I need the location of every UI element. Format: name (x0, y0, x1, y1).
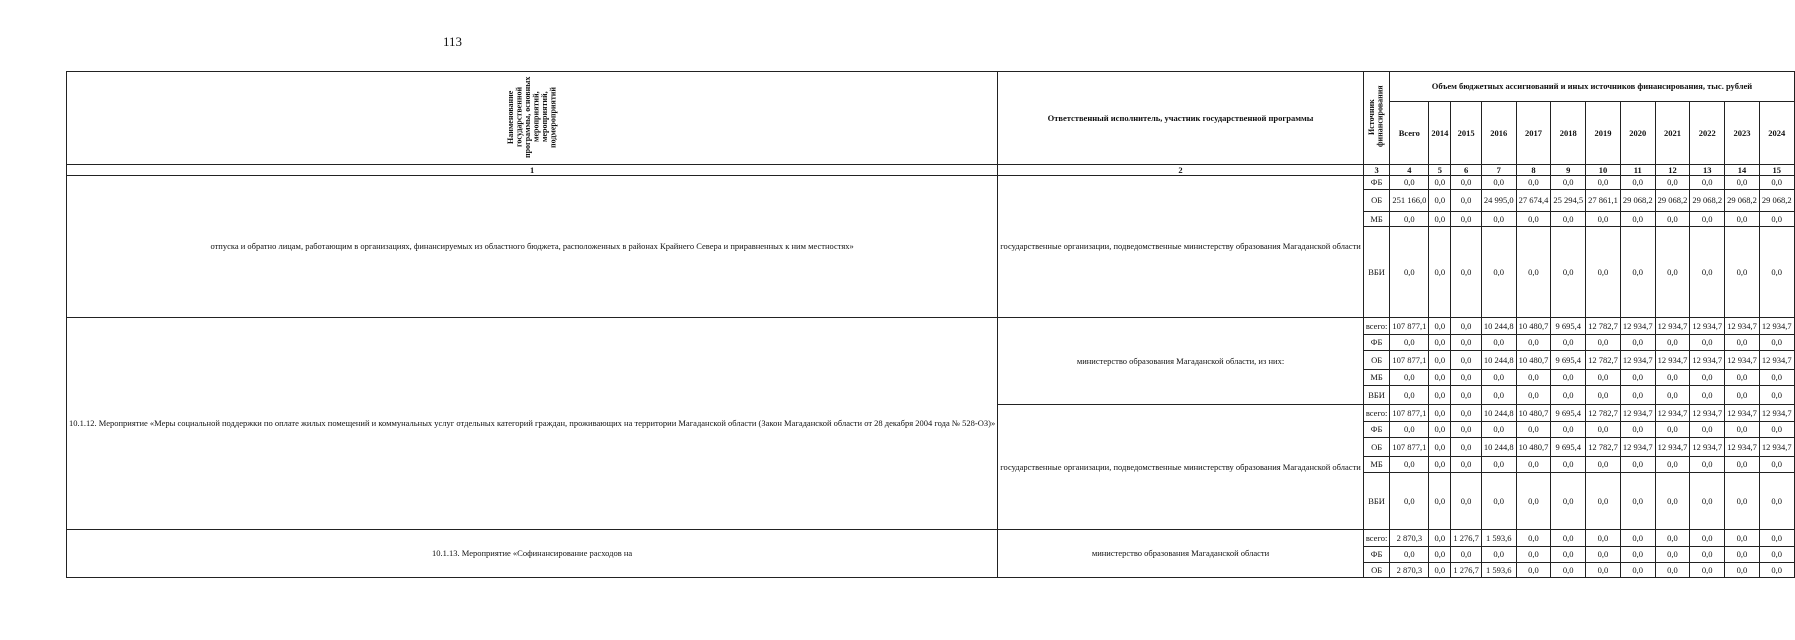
value-cell-Всего: 2 870,3 (1390, 530, 1429, 547)
value-cell-2023: 12 934,7 (1725, 405, 1760, 422)
value-cell-Всего: 0,0 (1390, 422, 1429, 438)
value-cell-2017: 0,0 (1516, 422, 1551, 438)
value-cell-2015: 0,0 (1451, 386, 1482, 405)
value-cell-2024: 29 068,2 (1759, 190, 1794, 212)
value-cell-2023: 0,0 (1725, 386, 1760, 405)
value-cell-2018: 0,0 (1551, 422, 1586, 438)
header-year-0: Всего (1390, 102, 1429, 165)
responsible-executor: министерство образования Магаданской области (998, 530, 1364, 578)
funding-source: всего: (1363, 530, 1390, 547)
funding-source: ВБИ (1363, 227, 1390, 318)
responsible-executor: государственные организации, подведомственные министерству образования Магаданской области (998, 405, 1364, 530)
value-cell-2020: 12 934,7 (1620, 318, 1655, 335)
value-cell-2020: 0,0 (1620, 547, 1655, 563)
value-cell-2018: 25 294,5 (1551, 190, 1586, 212)
value-cell-2014: 0,0 (1429, 386, 1451, 405)
value-cell-2021: 12 934,7 (1655, 351, 1690, 370)
header-year-8: 2021 (1655, 102, 1690, 165)
value-cell-2019: 0,0 (1586, 176, 1621, 190)
value-cell-2016: 0,0 (1481, 457, 1516, 473)
value-cell-Всего: 0,0 (1390, 370, 1429, 386)
value-cell-2023: 0,0 (1725, 422, 1760, 438)
header-program-name: Наименование государственной программы, основных мероприятий, мероприятий, подмероприятий (67, 72, 998, 165)
value-cell-2022: 0,0 (1690, 176, 1725, 190)
value-cell-2023: 0,0 (1725, 547, 1760, 563)
value-cell-2018: 0,0 (1551, 370, 1586, 386)
value-cell-2016: 0,0 (1481, 547, 1516, 563)
header-col-number-3: 3 (1363, 165, 1390, 176)
value-cell-2021: 0,0 (1655, 457, 1690, 473)
value-cell-2020: 0,0 (1620, 227, 1655, 318)
value-cell-2018: 9 695,4 (1551, 405, 1586, 422)
value-cell-2020: 12 934,7 (1620, 405, 1655, 422)
value-cell-2022: 12 934,7 (1690, 438, 1725, 457)
value-cell-2020: 0,0 (1620, 530, 1655, 547)
value-cell-2015: 0,0 (1451, 318, 1482, 335)
value-cell-2018: 0,0 (1551, 547, 1586, 563)
header-col-number-8: 8 (1516, 165, 1551, 176)
value-cell-2016: 10 244,8 (1481, 351, 1516, 370)
value-cell-2015: 1 276,7 (1451, 563, 1482, 578)
value-cell-2018: 0,0 (1551, 457, 1586, 473)
value-cell-2017: 0,0 (1516, 547, 1551, 563)
value-cell-2019: 0,0 (1586, 227, 1621, 318)
value-cell-2023: 0,0 (1725, 212, 1760, 227)
funding-source: всего: (1363, 405, 1390, 422)
value-cell-2021: 0,0 (1655, 563, 1690, 578)
value-cell-2014: 0,0 (1429, 318, 1451, 335)
value-cell-2022: 12 934,7 (1690, 351, 1725, 370)
value-cell-2015: 0,0 (1451, 212, 1482, 227)
value-cell-2022: 12 934,7 (1690, 318, 1725, 335)
value-cell-2016: 0,0 (1481, 176, 1516, 190)
value-cell-2014: 0,0 (1429, 190, 1451, 212)
value-cell-Всего: 0,0 (1390, 335, 1429, 351)
value-cell-2022: 0,0 (1690, 563, 1725, 578)
value-cell-2016: 0,0 (1481, 370, 1516, 386)
header-year-4: 2017 (1516, 102, 1551, 165)
value-cell-2022: 0,0 (1690, 422, 1725, 438)
funding-source: ВБИ (1363, 386, 1390, 405)
value-cell-2015: 0,0 (1451, 227, 1482, 318)
table-body (67, 72, 1795, 578)
value-cell-2016: 0,0 (1481, 335, 1516, 351)
value-cell-2019: 0,0 (1586, 212, 1621, 227)
value-cell-2024: 12 934,7 (1759, 405, 1794, 422)
value-cell-2020: 0,0 (1620, 473, 1655, 530)
value-cell-2024: 0,0 (1759, 457, 1794, 473)
value-cell-2017: 27 674,4 (1516, 190, 1551, 212)
page-number: 113 (442, 34, 463, 49)
value-cell-2020: 12 934,7 (1620, 438, 1655, 457)
value-cell-2024: 0,0 (1759, 530, 1794, 547)
header-col-number-11: 11 (1620, 165, 1655, 176)
value-cell-2021: 0,0 (1655, 212, 1690, 227)
value-cell-2014: 0,0 (1429, 530, 1451, 547)
responsible-executor: министерство образования Магаданской области, из них: (998, 318, 1364, 405)
value-cell-2019: 12 782,7 (1586, 318, 1621, 335)
header-year-10: 2023 (1725, 102, 1760, 165)
value-cell-Всего: 0,0 (1390, 386, 1429, 405)
header-col-number-2: 2 (998, 165, 1364, 176)
value-cell-2015: 0,0 (1451, 370, 1482, 386)
value-cell-2023: 0,0 (1725, 457, 1760, 473)
value-cell-2020: 0,0 (1620, 212, 1655, 227)
value-cell-2015: 0,0 (1451, 190, 1482, 212)
value-cell-2014: 0,0 (1429, 176, 1451, 190)
value-cell-2020: 0,0 (1620, 386, 1655, 405)
funding-source: ОБ (1363, 563, 1390, 578)
value-cell-2024: 0,0 (1759, 473, 1794, 530)
value-cell-2017: 10 480,7 (1516, 438, 1551, 457)
funding-source: ФБ (1363, 335, 1390, 351)
value-cell-2016: 0,0 (1481, 473, 1516, 530)
value-cell-2017: 0,0 (1516, 530, 1551, 547)
value-cell-2020: 0,0 (1620, 370, 1655, 386)
value-cell-2023: 0,0 (1725, 335, 1760, 351)
header-year-11: 2024 (1759, 102, 1794, 165)
value-cell-2021: 0,0 (1655, 386, 1690, 405)
header-responsible: Ответственный исполнитель, участник государственной программы (998, 72, 1364, 165)
funding-source: МБ (1363, 212, 1390, 227)
value-cell-2021: 12 934,7 (1655, 405, 1690, 422)
value-cell-2019: 0,0 (1586, 370, 1621, 386)
header-col-number-15: 15 (1759, 165, 1794, 176)
value-cell-2017: 0,0 (1516, 227, 1551, 318)
header-year-3: 2016 (1481, 102, 1516, 165)
value-cell-2021: 0,0 (1655, 547, 1690, 563)
value-cell-2019: 0,0 (1586, 530, 1621, 547)
header-year-5: 2018 (1551, 102, 1586, 165)
value-cell-2022: 0,0 (1690, 547, 1725, 563)
header-col-number-5: 5 (1429, 165, 1451, 176)
value-cell-2018: 0,0 (1551, 386, 1586, 405)
value-cell-2024: 12 934,7 (1759, 318, 1794, 335)
value-cell-2024: 0,0 (1759, 422, 1794, 438)
value-cell-2016: 1 593,6 (1481, 563, 1516, 578)
value-cell-2014: 0,0 (1429, 457, 1451, 473)
value-cell-2022: 0,0 (1690, 386, 1725, 405)
value-cell-2024: 12 934,7 (1759, 351, 1794, 370)
value-cell-Всего: 0,0 (1390, 547, 1429, 563)
value-cell-2021: 0,0 (1655, 370, 1690, 386)
header-col-number-14: 14 (1725, 165, 1760, 176)
value-cell-2023: 0,0 (1725, 370, 1760, 386)
header-year-1: 2014 (1429, 102, 1451, 165)
value-cell-2018: 0,0 (1551, 335, 1586, 351)
funding-source: ФБ (1363, 422, 1390, 438)
header-year-2: 2015 (1451, 102, 1482, 165)
budget-table (66, 71, 1795, 578)
header-col-number-10: 10 (1586, 165, 1621, 176)
value-cell-2022: 0,0 (1690, 457, 1725, 473)
value-cell-2015: 0,0 (1451, 351, 1482, 370)
value-cell-2015: 0,0 (1451, 457, 1482, 473)
value-cell-2015: 0,0 (1451, 422, 1482, 438)
value-cell-2017: 0,0 (1516, 212, 1551, 227)
value-cell-2023: 0,0 (1725, 473, 1760, 530)
value-cell-2014: 0,0 (1429, 227, 1451, 318)
value-cell-2017: 0,0 (1516, 563, 1551, 578)
value-cell-2022: 0,0 (1690, 473, 1725, 530)
value-cell-2016: 10 244,8 (1481, 318, 1516, 335)
value-cell-2014: 0,0 (1429, 351, 1451, 370)
value-cell-2017: 10 480,7 (1516, 351, 1551, 370)
value-cell-2020: 0,0 (1620, 422, 1655, 438)
header-col-number-6: 6 (1451, 165, 1482, 176)
value-cell-Всего: 0,0 (1390, 457, 1429, 473)
header-col-number-13: 13 (1690, 165, 1725, 176)
value-cell-2017: 0,0 (1516, 457, 1551, 473)
funding-source: ОБ (1363, 351, 1390, 370)
value-cell-2016: 24 995,0 (1481, 190, 1516, 212)
value-cell-2021: 12 934,7 (1655, 438, 1690, 457)
funding-source: МБ (1363, 370, 1390, 386)
value-cell-2018: 0,0 (1551, 212, 1586, 227)
value-cell-2019: 0,0 (1586, 473, 1621, 530)
value-cell-2022: 0,0 (1690, 212, 1725, 227)
value-cell-Всего: 107 877,1 (1390, 351, 1429, 370)
value-cell-2019: 0,0 (1586, 386, 1621, 405)
value-cell-2022: 0,0 (1690, 227, 1725, 318)
funding-source: ВБИ (1363, 473, 1390, 530)
value-cell-2022: 0,0 (1690, 335, 1725, 351)
value-cell-2021: 0,0 (1655, 227, 1690, 318)
value-cell-Всего: 107 877,1 (1390, 318, 1429, 335)
value-cell-2019: 12 782,7 (1586, 405, 1621, 422)
value-cell-2017: 0,0 (1516, 335, 1551, 351)
header-col-number-4: 4 (1390, 165, 1429, 176)
value-cell-2014: 0,0 (1429, 438, 1451, 457)
value-cell-Всего: 2 870,3 (1390, 563, 1429, 578)
value-cell-Всего: 107 877,1 (1390, 405, 1429, 422)
value-cell-2015: 0,0 (1451, 176, 1482, 190)
header-group: Объем бюджетных ассигнований и иных источников финансирования, тыс. рублей (1390, 72, 1794, 102)
value-cell-2014: 0,0 (1429, 405, 1451, 422)
value-cell-2021: 0,0 (1655, 473, 1690, 530)
value-cell-2014: 0,0 (1429, 422, 1451, 438)
value-cell-2022: 0,0 (1690, 370, 1725, 386)
value-cell-2014: 0,0 (1429, 335, 1451, 351)
value-cell-2021: 0,0 (1655, 530, 1690, 547)
value-cell-2019: 12 782,7 (1586, 438, 1621, 457)
value-cell-Всего: 0,0 (1390, 227, 1429, 318)
value-cell-2024: 0,0 (1759, 370, 1794, 386)
value-cell-2020: 29 068,2 (1620, 190, 1655, 212)
value-cell-2014: 0,0 (1429, 547, 1451, 563)
value-cell-2014: 0,0 (1429, 212, 1451, 227)
value-cell-2024: 0,0 (1759, 386, 1794, 405)
value-cell-2024: 0,0 (1759, 335, 1794, 351)
funding-source: МБ (1363, 457, 1390, 473)
value-cell-2015: 0,0 (1451, 438, 1482, 457)
value-cell-2016: 0,0 (1481, 212, 1516, 227)
value-cell-2016: 10 244,8 (1481, 405, 1516, 422)
value-cell-2024: 0,0 (1759, 176, 1794, 190)
value-cell-2019: 0,0 (1586, 457, 1621, 473)
header-col-number-7: 7 (1481, 165, 1516, 176)
value-cell-2015: 1 276,7 (1451, 530, 1482, 547)
value-cell-2022: 29 068,2 (1690, 190, 1725, 212)
value-cell-2023: 29 068,2 (1725, 190, 1760, 212)
funding-source: ОБ (1363, 190, 1390, 212)
header-year-7: 2020 (1620, 102, 1655, 165)
value-cell-2017: 10 480,7 (1516, 405, 1551, 422)
value-cell-2015: 0,0 (1451, 405, 1482, 422)
value-cell-2019: 12 782,7 (1586, 351, 1621, 370)
value-cell-2021: 0,0 (1655, 176, 1690, 190)
value-cell-2018: 0,0 (1551, 563, 1586, 578)
measure-name: 10.1.12. Мероприятие «Меры социальной поддержки по оплате жилых помещений и коммунальных услуг отдельных категорий граждан, проживающих на территории Магаданской области (Закон Магаданской области от 28 декабря 2004 года № 528-ОЗ)» (67, 318, 998, 530)
measure-name: 10.1.13. Мероприятие «Софинансирование расходов на (67, 530, 998, 578)
value-cell-2018: 9 695,4 (1551, 351, 1586, 370)
value-cell-2023: 0,0 (1725, 176, 1760, 190)
value-cell-2020: 0,0 (1620, 563, 1655, 578)
measure-name: отпуска и обратно лицам, работающим в организациях, финансируемых из областного бюджета, расположенных в районах Крайнего Севера и приравненных к ним местностях» (67, 176, 998, 318)
value-cell-2014: 0,0 (1429, 473, 1451, 530)
table-row (67, 318, 1795, 335)
header-source: Источник финансирования (1363, 72, 1390, 165)
value-cell-2024: 0,0 (1759, 227, 1794, 318)
value-cell-Всего: 0,0 (1390, 176, 1429, 190)
header-year-9: 2022 (1690, 102, 1725, 165)
value-cell-2016: 0,0 (1481, 227, 1516, 318)
value-cell-2016: 10 244,8 (1481, 438, 1516, 457)
value-cell-2023: 12 934,7 (1725, 438, 1760, 457)
header-col-number-12: 12 (1655, 165, 1690, 176)
value-cell-2019: 0,0 (1586, 422, 1621, 438)
funding-source: ФБ (1363, 547, 1390, 563)
value-cell-2018: 9 695,4 (1551, 438, 1586, 457)
value-cell-2022: 0,0 (1690, 530, 1725, 547)
value-cell-Всего: 251 166,0 (1390, 190, 1429, 212)
value-cell-2018: 9 695,4 (1551, 318, 1586, 335)
header-row-1 (67, 72, 1795, 102)
value-cell-2024: 0,0 (1759, 212, 1794, 227)
value-cell-2023: 0,0 (1725, 227, 1760, 318)
value-cell-2019: 0,0 (1586, 335, 1621, 351)
value-cell-2022: 12 934,7 (1690, 405, 1725, 422)
value-cell-2024: 0,0 (1759, 563, 1794, 578)
value-cell-2021: 0,0 (1655, 335, 1690, 351)
value-cell-Всего: 0,0 (1390, 473, 1429, 530)
value-cell-Всего: 107 877,1 (1390, 438, 1429, 457)
value-cell-2016: 0,0 (1481, 422, 1516, 438)
value-cell-Всего: 0,0 (1390, 212, 1429, 227)
value-cell-2023: 12 934,7 (1725, 318, 1760, 335)
value-cell-2019: 0,0 (1586, 563, 1621, 578)
value-cell-2017: 10 480,7 (1516, 318, 1551, 335)
value-cell-2017: 0,0 (1516, 176, 1551, 190)
value-cell-2014: 0,0 (1429, 370, 1451, 386)
value-cell-2020: 0,0 (1620, 457, 1655, 473)
funding-source: ФБ (1363, 176, 1390, 190)
value-cell-2021: 0,0 (1655, 422, 1690, 438)
value-cell-2015: 0,0 (1451, 335, 1482, 351)
value-cell-2015: 0,0 (1451, 547, 1482, 563)
value-cell-2021: 29 068,2 (1655, 190, 1690, 212)
value-cell-2016: 1 593,6 (1481, 530, 1516, 547)
value-cell-2018: 0,0 (1551, 473, 1586, 530)
value-cell-2024: 0,0 (1759, 547, 1794, 563)
table-row (67, 176, 1795, 190)
value-cell-2014: 0,0 (1429, 563, 1451, 578)
funding-source: всего: (1363, 318, 1390, 335)
value-cell-2023: 12 934,7 (1725, 351, 1760, 370)
header-year-6: 2019 (1586, 102, 1621, 165)
value-cell-2018: 0,0 (1551, 176, 1586, 190)
value-cell-2017: 0,0 (1516, 370, 1551, 386)
value-cell-2020: 12 934,7 (1620, 351, 1655, 370)
value-cell-2023: 0,0 (1725, 530, 1760, 547)
value-cell-2016: 0,0 (1481, 386, 1516, 405)
value-cell-2020: 0,0 (1620, 176, 1655, 190)
header-row-numbers (67, 165, 1795, 176)
header-col-number-9: 9 (1551, 165, 1586, 176)
funding-source: ОБ (1363, 438, 1390, 457)
value-cell-2015: 0,0 (1451, 473, 1482, 530)
value-cell-2023: 0,0 (1725, 563, 1760, 578)
value-cell-2024: 12 934,7 (1759, 438, 1794, 457)
value-cell-2017: 0,0 (1516, 386, 1551, 405)
value-cell-2018: 0,0 (1551, 227, 1586, 318)
header-col-number-1: 1 (67, 165, 998, 176)
responsible-executor: государственные организации, подведомственные министерству образования Магаданской области (998, 176, 1364, 318)
value-cell-2018: 0,0 (1551, 530, 1586, 547)
table-row (67, 530, 1795, 547)
value-cell-2020: 0,0 (1620, 335, 1655, 351)
value-cell-2017: 0,0 (1516, 473, 1551, 530)
value-cell-2019: 0,0 (1586, 547, 1621, 563)
value-cell-2019: 27 861,1 (1586, 190, 1621, 212)
value-cell-2021: 12 934,7 (1655, 318, 1690, 335)
